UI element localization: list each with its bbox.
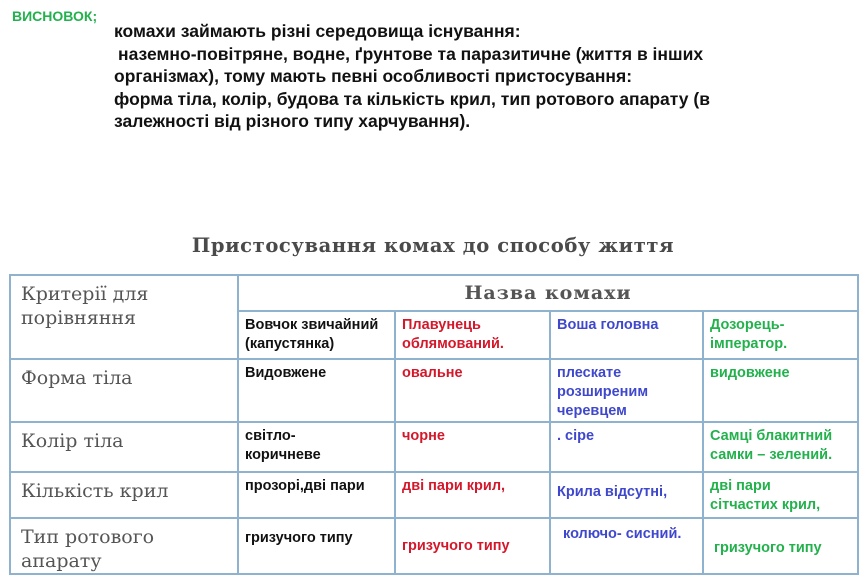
insect-name-line: Вовчок звичайний xyxy=(245,317,379,333)
value-line: дві пари крил, xyxy=(402,478,506,494)
criterion-line: Колір тіла xyxy=(21,430,124,452)
value-line: самки – зелений. xyxy=(710,447,833,463)
value-cell xyxy=(703,422,858,472)
criteria-header xyxy=(10,275,238,359)
insect-name-cell xyxy=(703,311,858,359)
value-cell xyxy=(238,422,395,472)
criterion-cell xyxy=(10,422,238,472)
conclusion-text xyxy=(114,20,854,133)
value-cell xyxy=(703,518,858,574)
value-line: світло- xyxy=(245,428,296,444)
table-row xyxy=(10,359,858,422)
value-cell xyxy=(550,359,703,422)
insect-name-line: Плавунець xyxy=(402,317,481,333)
insect-name-cell xyxy=(550,311,703,359)
value-line: Видовжене xyxy=(245,365,327,381)
value-line: сітчастих крил, xyxy=(710,497,821,513)
value-line: колючо- сисний. xyxy=(563,526,682,542)
conclusion-line: форма тіла, колір, будова та кількість крил, тип ротового апарату (в xyxy=(114,88,710,109)
criterion-line: Тип ротового xyxy=(21,526,155,548)
value-cell xyxy=(550,518,703,574)
conclusion-line: залежності від різного типу харчування). xyxy=(114,111,471,131)
value-cell xyxy=(395,359,550,422)
comparison-table xyxy=(9,274,859,575)
table-row xyxy=(10,422,858,472)
conclusion-line: організмах), тому мають певні особливості пристосування: xyxy=(114,66,633,86)
insect-name-line: (капустянка) xyxy=(245,336,335,352)
value-cell xyxy=(238,359,395,422)
criterion-line: апарату xyxy=(21,550,102,572)
criterion-cell xyxy=(10,359,238,422)
value-line: прозорі,дві пари xyxy=(245,478,365,494)
criterion-cell xyxy=(10,472,238,518)
conclusion-line: комахи займають різні середовища існування: xyxy=(114,21,521,41)
value-cell xyxy=(238,518,395,574)
value-line: розширеним xyxy=(557,384,649,400)
criterion-line: Кількість крил xyxy=(21,480,169,502)
criterion-cell xyxy=(10,518,238,574)
value-line: гризучого типу xyxy=(245,530,353,546)
value-cell xyxy=(238,472,395,518)
value-line: видовжене xyxy=(710,365,790,381)
value-cell xyxy=(550,472,703,518)
criterion-line: Форма тіла xyxy=(21,367,133,389)
insect-name-line: Воша головна xyxy=(557,317,659,333)
criteria-header-line: порівняння xyxy=(21,307,137,329)
value-line: плескате xyxy=(557,365,622,381)
criteria-header-line: Критерії для xyxy=(21,283,149,305)
conclusion-label: ВИСНОВОК; xyxy=(12,8,98,24)
value-cell xyxy=(703,472,858,518)
conclusion-line: наземно-повітряне, водне, ґрунтове та паразитичне (життя в інших xyxy=(118,43,704,64)
insect-name-line: Дозорець- xyxy=(710,317,785,333)
names-header: Назва комахи xyxy=(238,275,858,311)
value-cell xyxy=(395,472,550,518)
value-line: Крила відсутні, xyxy=(557,484,668,500)
value-cell xyxy=(703,359,858,422)
value-line: Самці блакитний xyxy=(710,428,833,444)
insect-name-cell xyxy=(238,311,395,359)
value-line: гризучого типу xyxy=(402,538,510,554)
insect-name-line: імператор. xyxy=(710,336,788,352)
value-line: гризучого типу xyxy=(714,540,822,556)
insect-name-line: облямований. xyxy=(402,336,504,352)
value-line: коричневе xyxy=(245,447,321,463)
insect-name-cell xyxy=(395,311,550,359)
table-row xyxy=(10,518,858,574)
value-line: дві пари xyxy=(710,478,771,494)
value-line: чорне xyxy=(402,428,445,444)
value-line: черевцем xyxy=(557,403,627,419)
value-cell xyxy=(395,422,550,472)
value-cell xyxy=(550,422,703,472)
value-line: овальне xyxy=(402,365,463,381)
table-row xyxy=(10,472,858,518)
value-line: . сіре xyxy=(557,428,595,444)
value-cell xyxy=(395,518,550,574)
table-title: Пристосування комах до способу життя xyxy=(191,234,675,257)
